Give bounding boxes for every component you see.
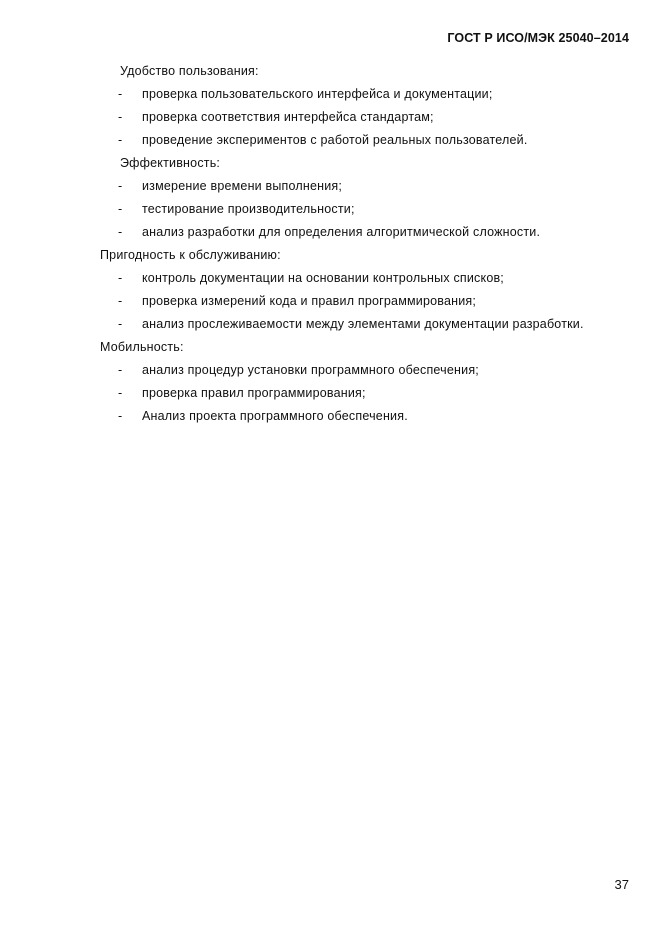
- bullet-dash: -: [118, 409, 123, 423]
- bullet-dash: -: [118, 386, 123, 400]
- bullet-dash: -: [118, 363, 123, 377]
- list-item: [0, 293, 661, 316]
- list-item-text: анализ разработки для определения алгоритмической сложности.: [142, 225, 541, 239]
- list-item-text: тестирование производительности;: [142, 202, 355, 216]
- section-heading-text: Пригодность к обслуживанию:: [100, 248, 281, 262]
- section-heading-text: Мобильность:: [100, 340, 184, 354]
- list-item: [0, 86, 661, 109]
- list-item: [0, 270, 661, 293]
- section-heading: [0, 339, 661, 362]
- list-item-text: анализ прослеживаемости между элементами документации разработки.: [142, 317, 584, 331]
- list-item: [0, 316, 661, 339]
- list-item: [0, 224, 661, 247]
- section-heading-text: Удобство пользования:: [120, 64, 259, 78]
- list-item: [0, 178, 661, 201]
- list-item: [0, 109, 661, 132]
- list-item-text: проверка пользовательского интерфейса и документации;: [142, 87, 493, 101]
- list-item: [0, 362, 661, 385]
- list-item: [0, 201, 661, 224]
- document-id: ГОСТ Р ИСО/МЭК 25040–2014: [447, 31, 629, 45]
- list-item-text: проверка правил программирования;: [142, 386, 366, 400]
- list-item-text: измерение времени выполнения;: [142, 179, 343, 193]
- list-item-text: анализ процедур установки программного обеспечения;: [142, 363, 479, 377]
- list-item-text: проведение экспериментов с работой реальных пользователей.: [142, 133, 528, 147]
- document-header: [447, 31, 629, 45]
- section-heading: [0, 63, 661, 86]
- list-item-text: проверка измерений кода и правил программирования;: [142, 294, 477, 308]
- bullet-dash: -: [118, 225, 123, 239]
- section-heading: [0, 155, 661, 178]
- list-item: [0, 385, 661, 408]
- bullet-dash: -: [118, 294, 123, 308]
- bullet-dash: -: [118, 133, 123, 147]
- list-item-text: контроль документации на основании контрольных списков;: [142, 271, 504, 285]
- list-item: [0, 408, 661, 431]
- section-heading: [0, 247, 661, 270]
- document-body: [0, 63, 661, 431]
- bullet-dash: -: [118, 271, 123, 285]
- list-item-text: Анализ проекта программного обеспечения.: [142, 409, 408, 423]
- list-item-text: проверка соответствия интерфейса стандартам;: [142, 110, 434, 124]
- bullet-dash: -: [118, 110, 123, 124]
- bullet-dash: -: [118, 317, 123, 331]
- section-heading-text: Эффективность:: [120, 156, 221, 170]
- bullet-dash: -: [118, 202, 123, 216]
- list-item: [0, 132, 661, 155]
- bullet-dash: -: [118, 179, 123, 193]
- bullet-dash: -: [118, 87, 123, 101]
- page-number: 37: [614, 877, 629, 892]
